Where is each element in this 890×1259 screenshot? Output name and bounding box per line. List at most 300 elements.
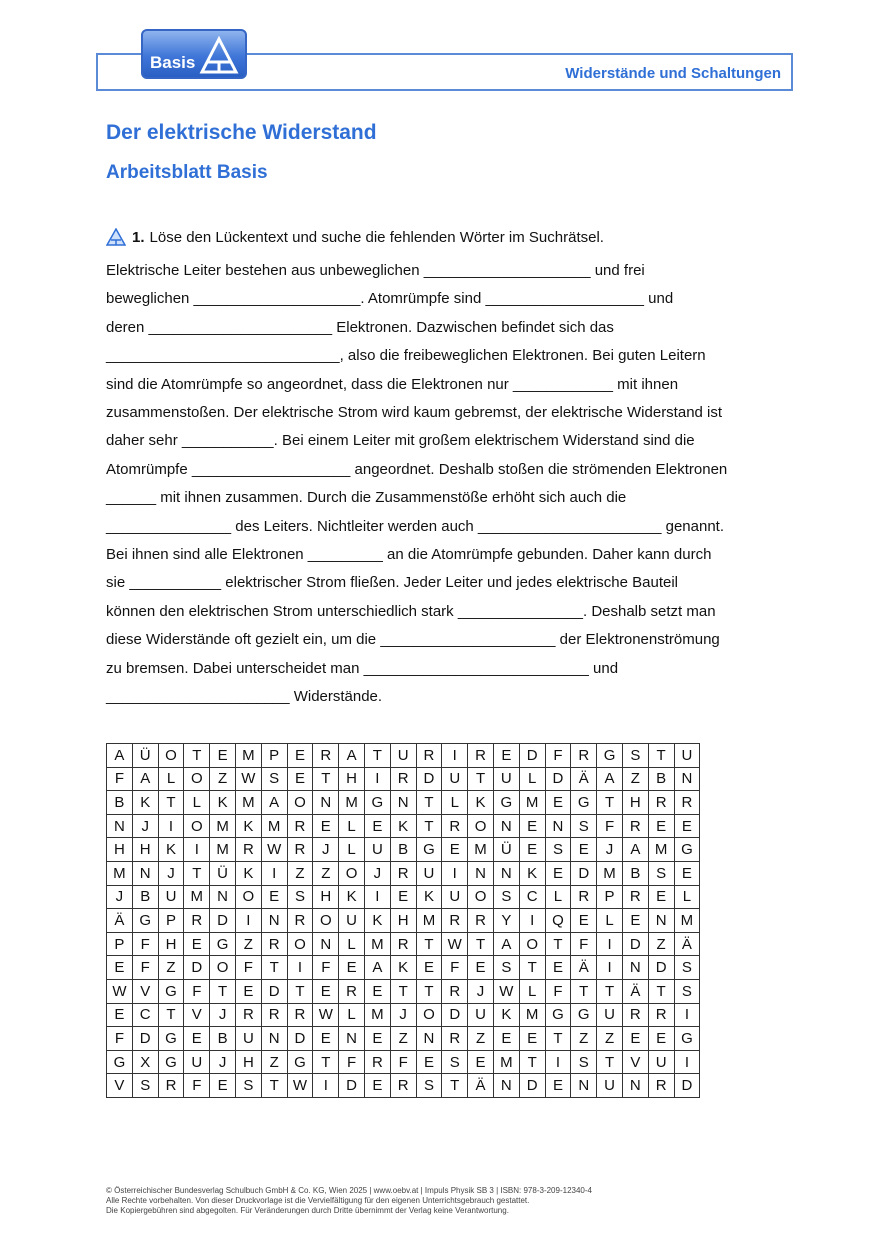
grid-cell[interactable]: D [184,956,210,980]
grid-cell[interactable]: R [158,1074,184,1098]
grid-cell[interactable]: E [519,814,545,838]
grid-cell[interactable]: I [519,909,545,933]
grid-cell[interactable]: M [235,744,261,768]
grid-cell[interactable]: R [390,861,416,885]
grid-cell[interactable]: J [132,814,158,838]
grid-cell[interactable]: C [519,885,545,909]
grid-cell[interactable]: I [287,956,313,980]
grid-cell[interactable]: E [571,838,597,862]
grid-cell[interactable]: S [674,979,700,1003]
grid-cell[interactable]: P [261,744,287,768]
grid-cell[interactable]: I [674,1050,700,1074]
grid-cell[interactable]: R [622,1003,648,1027]
grid-cell[interactable]: G [364,791,390,815]
grid-cell[interactable]: F [184,979,210,1003]
grid-cell[interactable]: M [519,791,545,815]
grid-cell[interactable]: Ü [132,744,158,768]
grid-cell[interactable]: H [390,909,416,933]
grid-cell[interactable]: A [107,744,133,768]
grid-cell[interactable]: N [261,1027,287,1051]
grid-cell[interactable]: Z [571,1027,597,1051]
grid-cell[interactable]: I [364,885,390,909]
grid-cell[interactable]: B [390,838,416,862]
grid-cell[interactable]: U [442,885,468,909]
grid-cell[interactable]: T [184,861,210,885]
grid-cell[interactable]: S [674,956,700,980]
grid-cell[interactable]: H [107,838,133,862]
grid-cell[interactable]: T [442,1074,468,1098]
grid-cell[interactable]: L [519,767,545,791]
grid-cell[interactable]: E [313,979,339,1003]
grid-cell[interactable]: S [571,814,597,838]
grid-cell[interactable]: Z [287,861,313,885]
grid-cell[interactable]: I [674,1003,700,1027]
grid-cell[interactable]: P [158,909,184,933]
grid-cell[interactable]: R [261,932,287,956]
grid-cell[interactable]: O [287,932,313,956]
grid-cell[interactable]: E [468,956,494,980]
grid-cell[interactable]: M [674,909,700,933]
grid-cell[interactable]: M [235,791,261,815]
grid-cell[interactable]: R [622,885,648,909]
grid-cell[interactable]: N [571,1074,597,1098]
grid-cell[interactable]: E [416,956,442,980]
grid-cell[interactable]: T [468,767,494,791]
grid-cell[interactable]: E [545,861,571,885]
grid-cell[interactable]: A [339,744,365,768]
grid-cell[interactable]: A [622,838,648,862]
grid-cell[interactable]: T [184,744,210,768]
grid-cell[interactable]: R [648,1003,674,1027]
grid-cell[interactable]: Z [261,1050,287,1074]
grid-cell[interactable]: R [442,1027,468,1051]
grid-cell[interactable]: N [493,814,519,838]
grid-cell[interactable]: E [235,979,261,1003]
grid-cell[interactable]: E [519,1027,545,1051]
grid-cell[interactable]: N [339,1027,365,1051]
grid-cell[interactable]: R [235,1003,261,1027]
grid-cell[interactable]: S [648,861,674,885]
grid-cell[interactable]: F [107,767,133,791]
grid-cell[interactable]: E [184,932,210,956]
grid-cell[interactable]: N [545,814,571,838]
grid-cell[interactable]: T [261,956,287,980]
grid-cell[interactable]: F [390,1050,416,1074]
grid-cell[interactable]: L [339,838,365,862]
grid-cell[interactable]: J [107,885,133,909]
grid-cell[interactable]: M [261,814,287,838]
grid-cell[interactable]: S [622,744,648,768]
grid-cell[interactable]: R [648,1074,674,1098]
grid-cell[interactable]: O [339,861,365,885]
grid-cell[interactable]: O [184,814,210,838]
grid-cell[interactable]: D [571,861,597,885]
grid-cell[interactable]: E [416,1050,442,1074]
grid-cell[interactable]: F [313,956,339,980]
grid-cell[interactable]: T [545,1027,571,1051]
grid-cell[interactable]: T [597,979,623,1003]
grid-cell[interactable]: I [261,861,287,885]
grid-cell[interactable]: K [390,814,416,838]
grid-cell[interactable]: R [390,932,416,956]
grid-cell[interactable]: J [313,838,339,862]
grid-cell[interactable]: W [493,979,519,1003]
grid-cell[interactable]: Z [622,767,648,791]
grid-cell[interactable]: K [416,885,442,909]
grid-cell[interactable]: R [287,814,313,838]
grid-cell[interactable]: T [648,979,674,1003]
grid-cell[interactable]: D [132,1027,158,1051]
grid-cell[interactable]: K [132,791,158,815]
grid-cell[interactable]: R [674,791,700,815]
grid-cell[interactable]: K [339,885,365,909]
grid-cell[interactable]: N [261,909,287,933]
grid-cell[interactable]: N [107,814,133,838]
grid-cell[interactable]: A [493,932,519,956]
grid-cell[interactable]: U [416,861,442,885]
grid-cell[interactable]: E [364,814,390,838]
grid-cell[interactable]: E [545,956,571,980]
grid-cell[interactable]: N [210,885,236,909]
grid-cell[interactable]: S [416,1074,442,1098]
grid-cell[interactable]: T [158,791,184,815]
grid-cell[interactable]: Z [468,1027,494,1051]
grid-cell[interactable]: E [364,979,390,1003]
grid-cell[interactable]: K [235,814,261,838]
grid-cell[interactable]: T [364,744,390,768]
grid-cell[interactable]: G [597,744,623,768]
grid-cell[interactable]: Z [313,861,339,885]
grid-cell[interactable]: I [184,838,210,862]
grid-cell[interactable]: U [184,1050,210,1074]
grid-cell[interactable]: L [674,885,700,909]
grid-cell[interactable]: G [158,1027,184,1051]
grid-cell[interactable]: X [132,1050,158,1074]
grid-cell[interactable]: E [545,1074,571,1098]
grid-cell[interactable]: N [674,767,700,791]
grid-cell[interactable]: R [442,909,468,933]
grid-cell[interactable]: G [158,979,184,1003]
grid-cell[interactable]: T [648,744,674,768]
grid-cell[interactable]: Z [235,932,261,956]
grid-cell[interactable]: F [339,1050,365,1074]
grid-cell[interactable]: N [622,1074,648,1098]
grid-cell[interactable]: G [493,791,519,815]
grid-cell[interactable]: T [287,979,313,1003]
grid-cell[interactable]: M [416,909,442,933]
grid-cell[interactable]: E [287,767,313,791]
grid-cell[interactable]: I [364,767,390,791]
grid-cell[interactable]: R [287,838,313,862]
grid-cell[interactable]: I [442,744,468,768]
grid-cell[interactable]: Z [597,1027,623,1051]
grid-cell[interactable]: N [416,1027,442,1051]
grid-cell[interactable]: V [132,979,158,1003]
grid-cell[interactable]: T [519,1050,545,1074]
grid-cell[interactable]: O [416,1003,442,1027]
grid-cell[interactable]: L [442,791,468,815]
grid-cell[interactable]: T [158,1003,184,1027]
grid-cell[interactable]: A [597,767,623,791]
grid-cell[interactable]: Q [545,909,571,933]
grid-cell[interactable]: R [571,885,597,909]
grid-cell[interactable]: L [339,932,365,956]
grid-cell[interactable]: O [468,885,494,909]
grid-cell[interactable]: F [235,956,261,980]
grid-cell[interactable]: J [390,1003,416,1027]
grid-cell[interactable]: U [674,744,700,768]
grid-cell[interactable]: I [545,1050,571,1074]
grid-cell[interactable]: K [390,956,416,980]
grid-cell[interactable]: D [545,767,571,791]
grid-cell[interactable]: I [235,909,261,933]
grid-cell[interactable]: T [416,791,442,815]
grid-cell[interactable]: E [390,885,416,909]
grid-cell[interactable]: M [648,838,674,862]
grid-cell[interactable]: P [597,885,623,909]
grid-cell[interactable]: F [597,814,623,838]
grid-cell[interactable]: M [519,1003,545,1027]
grid-cell[interactable]: T [261,1074,287,1098]
grid-cell[interactable]: E [648,814,674,838]
grid-cell[interactable]: D [339,1074,365,1098]
grid-cell[interactable]: R [287,1003,313,1027]
grid-cell[interactable]: I [597,956,623,980]
grid-cell[interactable]: W [442,932,468,956]
grid-cell[interactable]: G [571,1003,597,1027]
grid-cell[interactable]: E [545,791,571,815]
grid-cell[interactable]: W [313,1003,339,1027]
grid-cell[interactable]: K [364,909,390,933]
grid-cell[interactable]: E [107,956,133,980]
grid-cell[interactable]: A [364,956,390,980]
grid-cell[interactable]: T [416,979,442,1003]
grid-cell[interactable]: U [364,838,390,862]
grid-cell[interactable]: U [390,744,416,768]
grid-cell[interactable]: S [235,1074,261,1098]
grid-cell[interactable]: Ä [674,932,700,956]
grid-cell[interactable]: J [210,1050,236,1074]
grid-cell[interactable]: N [622,956,648,980]
grid-cell[interactable]: R [339,979,365,1003]
grid-cell[interactable]: U [339,909,365,933]
grid-cell[interactable]: M [493,1050,519,1074]
grid-cell[interactable]: D [674,1074,700,1098]
grid-cell[interactable]: G [210,932,236,956]
grid-cell[interactable]: G [674,1027,700,1051]
grid-cell[interactable]: J [468,979,494,1003]
grid-cell[interactable]: L [158,767,184,791]
grid-cell[interactable]: A [261,791,287,815]
grid-cell[interactable]: R [184,909,210,933]
grid-cell[interactable]: I [313,1074,339,1098]
grid-cell[interactable]: D [261,979,287,1003]
grid-cell[interactable]: E [493,1027,519,1051]
grid-cell[interactable]: E [648,1027,674,1051]
grid-cell[interactable]: E [261,885,287,909]
grid-cell[interactable]: F [184,1074,210,1098]
grid-cell[interactable]: F [132,956,158,980]
grid-cell[interactable]: T [313,1050,339,1074]
grid-cell[interactable]: L [519,979,545,1003]
grid-cell[interactable]: U [235,1027,261,1051]
grid-cell[interactable]: H [158,932,184,956]
grid-cell[interactable]: G [158,1050,184,1074]
grid-cell[interactable]: R [261,1003,287,1027]
grid-cell[interactable]: K [519,861,545,885]
grid-cell[interactable]: O [210,956,236,980]
grid-cell[interactable]: Ü [493,838,519,862]
grid-cell[interactable]: T [571,979,597,1003]
grid-cell[interactable]: E [648,885,674,909]
grid-cell[interactable]: Ä [571,956,597,980]
grid-cell[interactable]: M [468,838,494,862]
grid-cell[interactable]: C [132,1003,158,1027]
grid-cell[interactable]: S [132,1074,158,1098]
grid-cell[interactable]: Z [648,932,674,956]
grid-cell[interactable]: J [158,861,184,885]
grid-cell[interactable]: T [519,956,545,980]
grid-cell[interactable]: N [493,861,519,885]
grid-cell[interactable]: F [107,1027,133,1051]
grid-cell[interactable]: R [416,744,442,768]
grid-cell[interactable]: N [132,861,158,885]
grid-cell[interactable]: E [622,909,648,933]
grid-cell[interactable]: U [158,885,184,909]
grid-cell[interactable]: N [468,861,494,885]
grid-cell[interactable]: U [597,1003,623,1027]
grid-cell[interactable]: G [545,1003,571,1027]
grid-cell[interactable]: R [442,979,468,1003]
grid-cell[interactable]: W [287,1074,313,1098]
grid-cell[interactable]: E [313,1027,339,1051]
grid-cell[interactable]: N [313,932,339,956]
grid-cell[interactable]: N [648,909,674,933]
grid-cell[interactable]: E [210,1074,236,1098]
grid-cell[interactable]: M [597,861,623,885]
grid-cell[interactable]: B [648,767,674,791]
grid-cell[interactable]: F [132,932,158,956]
grid-cell[interactable]: M [339,791,365,815]
grid-cell[interactable]: O [235,885,261,909]
grid-cell[interactable]: R [313,744,339,768]
grid-cell[interactable]: Y [493,909,519,933]
grid-cell[interactable]: K [210,791,236,815]
grid-cell[interactable]: L [339,814,365,838]
grid-cell[interactable]: R [468,744,494,768]
grid-cell[interactable]: Ä [468,1074,494,1098]
grid-cell[interactable]: R [468,909,494,933]
grid-cell[interactable]: U [468,1003,494,1027]
grid-cell[interactable]: J [364,861,390,885]
grid-cell[interactable]: S [571,1050,597,1074]
grid-cell[interactable]: T [416,814,442,838]
grid-cell[interactable]: O [158,744,184,768]
grid-cell[interactable]: E [442,838,468,862]
grid-cell[interactable]: D [287,1027,313,1051]
grid-cell[interactable]: U [442,767,468,791]
grid-cell[interactable]: E [364,1027,390,1051]
grid-cell[interactable]: R [364,1050,390,1074]
grid-cell[interactable]: D [519,744,545,768]
grid-cell[interactable]: M [364,1003,390,1027]
grid-cell[interactable]: K [235,861,261,885]
grid-cell[interactable]: S [287,885,313,909]
grid-cell[interactable]: E [364,1074,390,1098]
grid-cell[interactable]: L [339,1003,365,1027]
grid-cell[interactable]: V [184,1003,210,1027]
grid-cell[interactable]: E [107,1003,133,1027]
grid-cell[interactable]: G [416,838,442,862]
grid-cell[interactable]: M [184,885,210,909]
grid-cell[interactable]: O [313,909,339,933]
grid-cell[interactable]: R [442,814,468,838]
grid-cell[interactable]: H [132,838,158,862]
grid-cell[interactable]: O [184,767,210,791]
grid-cell[interactable]: V [622,1050,648,1074]
grid-cell[interactable]: T [313,767,339,791]
grid-cell[interactable]: Z [158,956,184,980]
grid-cell[interactable]: E [674,814,700,838]
grid-cell[interactable]: R [648,791,674,815]
grid-cell[interactable]: E [622,1027,648,1051]
grid-cell[interactable]: D [416,767,442,791]
grid-cell[interactable]: B [622,861,648,885]
grid-cell[interactable]: S [493,956,519,980]
grid-cell[interactable]: B [107,791,133,815]
grid-cell[interactable]: E [674,861,700,885]
grid-cell[interactable]: E [468,1050,494,1074]
grid-cell[interactable]: E [339,956,365,980]
grid-cell[interactable]: F [545,744,571,768]
grid-cell[interactable]: Ä [571,767,597,791]
grid-cell[interactable]: N [390,791,416,815]
grid-cell[interactable]: E [493,744,519,768]
grid-cell[interactable]: H [339,767,365,791]
grid-cell[interactable]: M [364,932,390,956]
grid-cell[interactable]: D [519,1074,545,1098]
grid-cell[interactable]: G [674,838,700,862]
grid-cell[interactable]: Ä [622,979,648,1003]
grid-cell[interactable]: V [107,1074,133,1098]
grid-cell[interactable]: J [210,1003,236,1027]
grid-cell[interactable]: R [622,814,648,838]
grid-cell[interactable]: Z [210,767,236,791]
grid-cell[interactable]: O [468,814,494,838]
grid-cell[interactable]: T [390,979,416,1003]
grid-cell[interactable]: O [287,791,313,815]
grid-cell[interactable]: F [442,956,468,980]
grid-cell[interactable]: U [648,1050,674,1074]
grid-cell[interactable]: L [597,909,623,933]
grid-cell[interactable]: E [184,1027,210,1051]
grid-cell[interactable]: D [622,932,648,956]
grid-cell[interactable]: F [545,979,571,1003]
grid-cell[interactable]: N [493,1074,519,1098]
grid-cell[interactable]: U [493,767,519,791]
grid-cell[interactable]: D [210,909,236,933]
grid-cell[interactable]: E [313,814,339,838]
grid-cell[interactable]: H [622,791,648,815]
grid-cell[interactable]: E [287,744,313,768]
grid-cell[interactable]: L [545,885,571,909]
grid-cell[interactable]: I [158,814,184,838]
grid-cell[interactable]: M [210,814,236,838]
grid-cell[interactable]: W [235,767,261,791]
grid-cell[interactable]: R [390,767,416,791]
grid-cell[interactable]: A [132,767,158,791]
grid-cell[interactable]: L [184,791,210,815]
